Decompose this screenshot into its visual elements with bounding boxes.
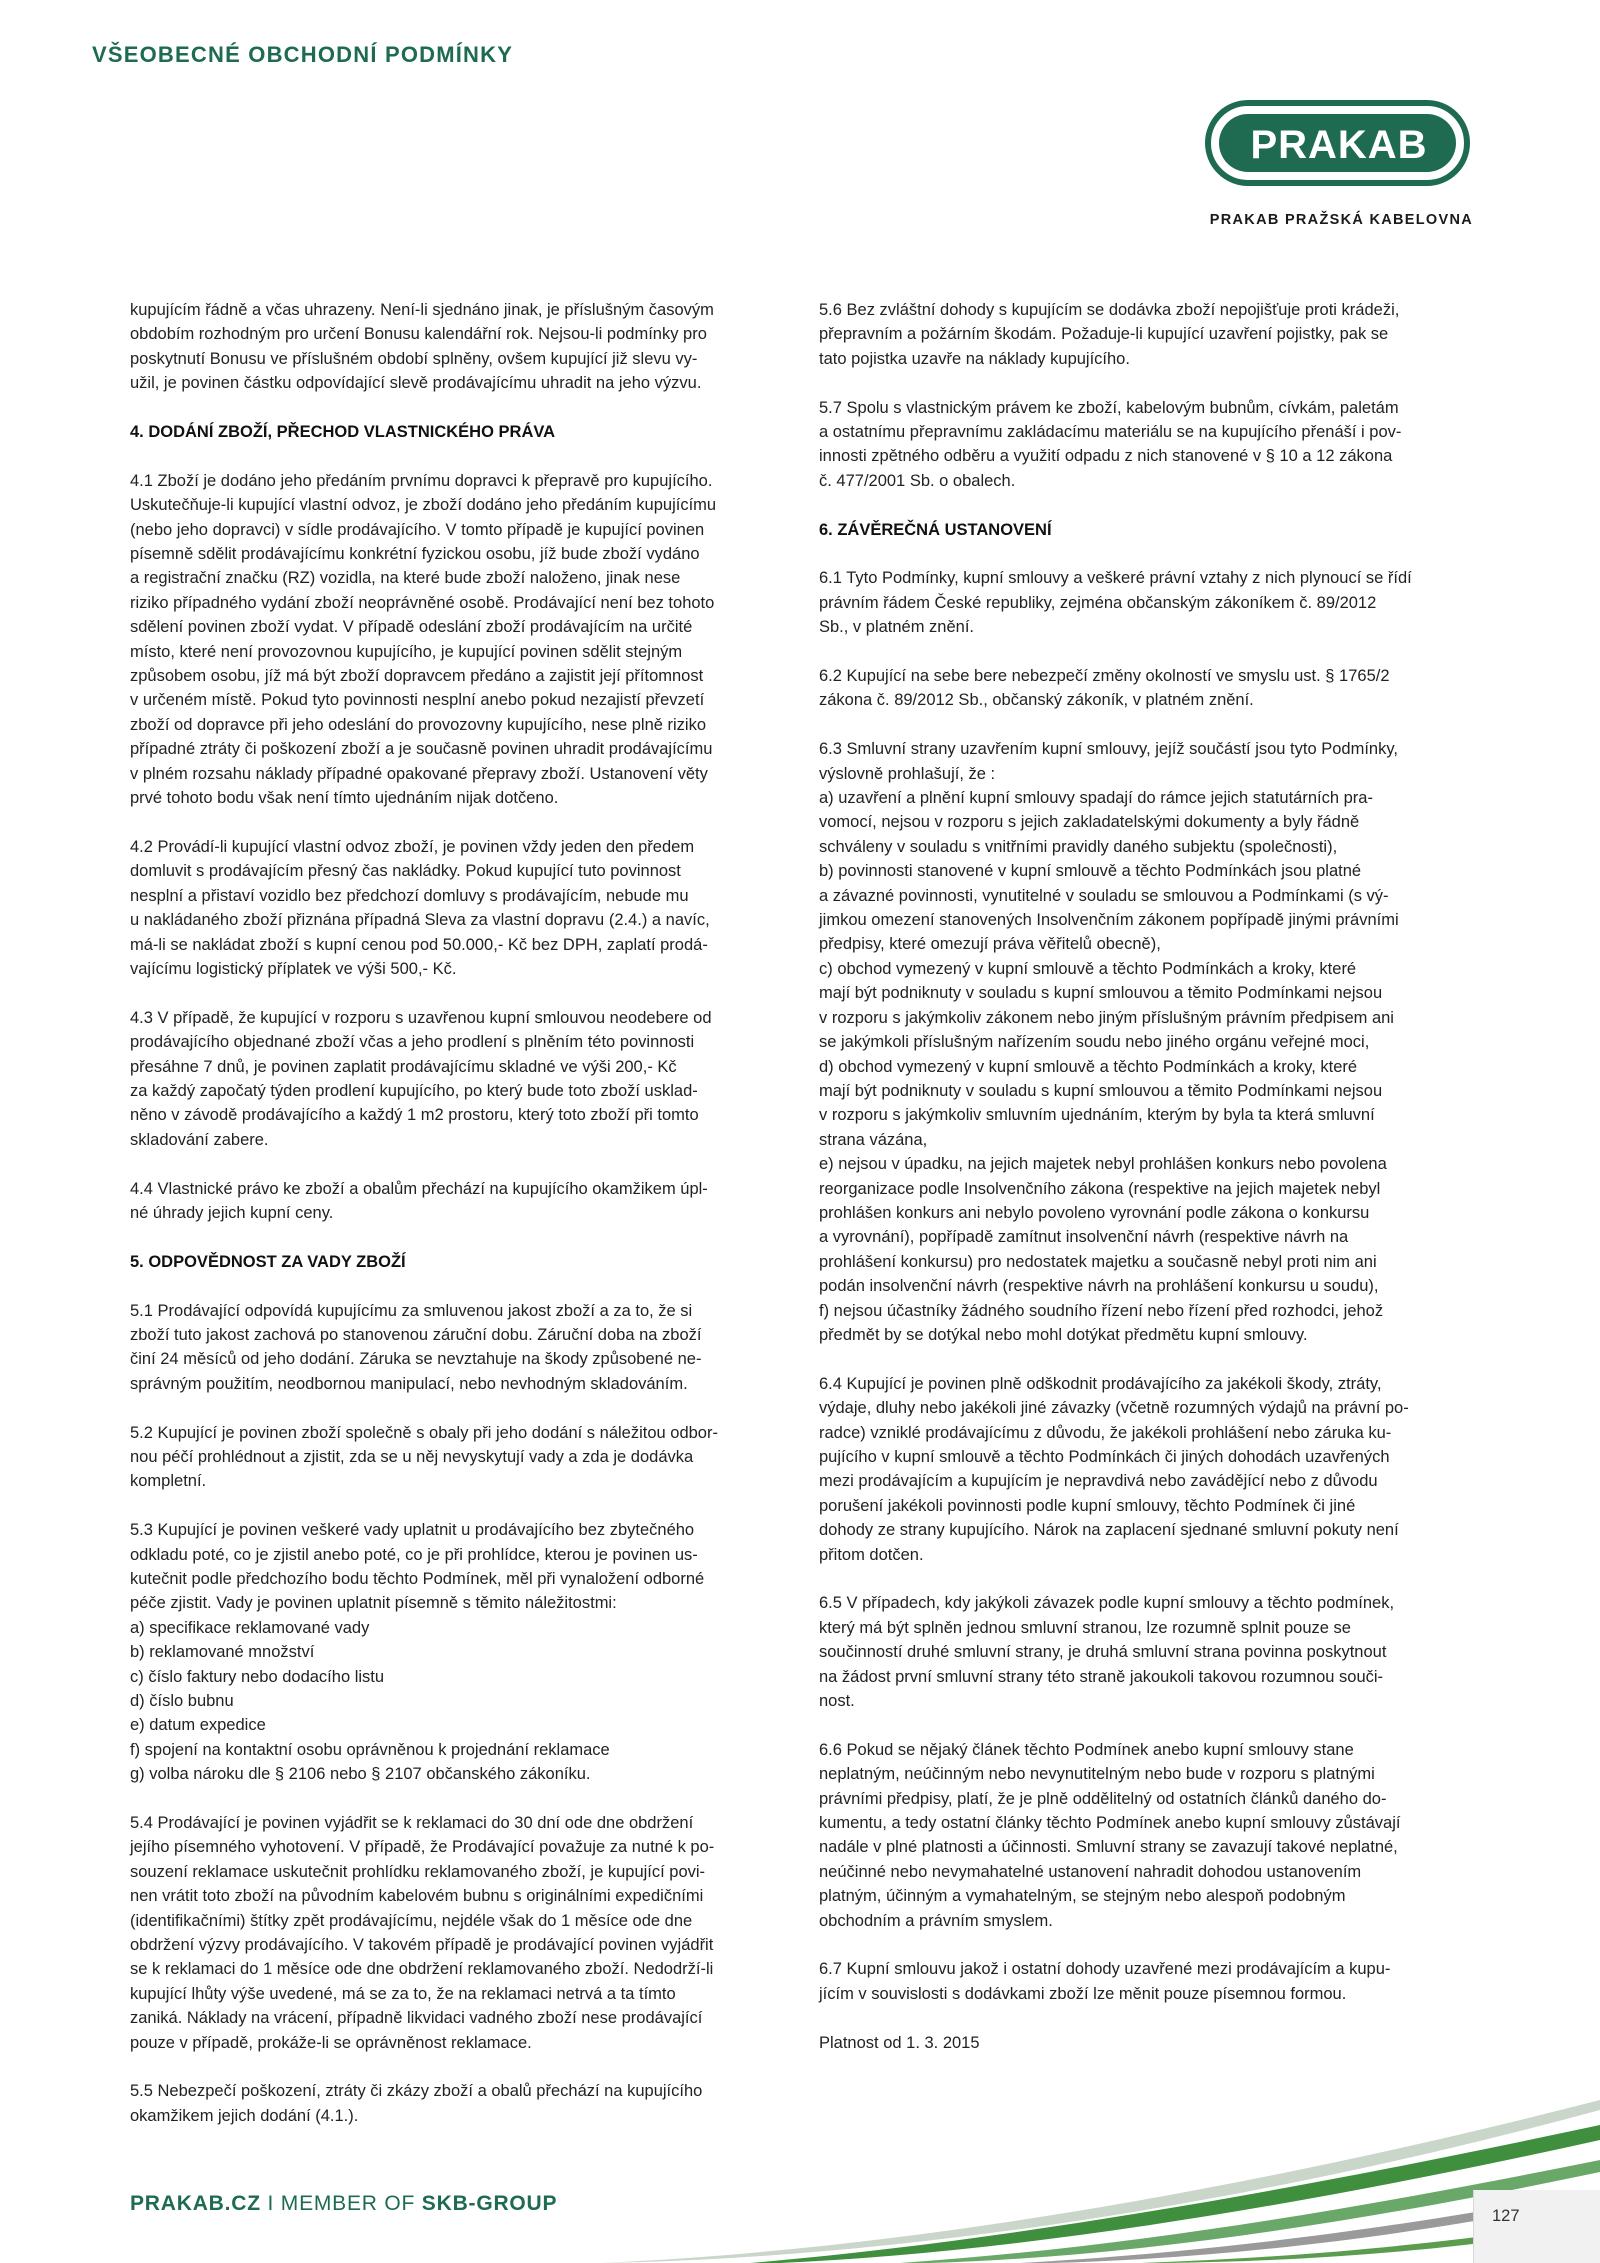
- logo-wordmark: PRAKAB: [1250, 123, 1428, 167]
- paragraph: 6.1 Tyto Podmínky, kupní smlouvy a veškeré právní vztahy z nich plynoucí se řídí právním řádem České republiky, zejména občanským zákoníkem č. 89/2012 Sb., v platném znění.: [819, 569, 1412, 637]
- section-heading: 5. ODPOVĚDNOST ZA VADY ZBOŽÍ: [130, 1252, 406, 1271]
- paragraph: 5.5 Nebezpečí poškození, ztráty či zkázy zboží a obalů přechází na kupujícího okamžikem jejich dodání (4.1.).: [130, 2082, 703, 2125]
- paragraph: 6.6 Pokud se nějaký článek těchto Podmínek anebo kupní smlouvy stane neplatným, neúčinným nebo nevynutitelným nebo bude v rozporu s platnými právními předpisy, platí, že je plně oddělitelný od ostatních článků daného do- kumentu, a tedy ostatní články těchto Podmínek anebo kupní smlouvy zůstávají nadále v plné platnosti a účinnosti. Smluvní strany se zavazují takové neplatné, neúčinné nebo nevymahatelné ustanovení nahradit dohodou ustanovením platným, účinným a vymahatelným, se stejným nebo alespoň podobným obchodním a právním smyslem.: [819, 1740, 1401, 1930]
- logo-tagline: PRAKAB PRAŽSKÁ KABELOVNA: [1209, 212, 1473, 228]
- right-text-column: [819, 298, 1462, 2079]
- paragraph: 4.4 Vlastnické právo ke zboží a obalům přechází na kupujícího okamžikem úpl- né úhrady jejich kupní ceny.: [130, 1179, 708, 1222]
- decorative-swoosh: [600, 2080, 1600, 2263]
- footer-link[interactable]: [130, 2192, 557, 2216]
- paragraph: 5.3 Kupující je povinen veškeré vady uplatnit u prodávajícího bez zbytečného odkladu poté, co je zjistil anebo poté, co je při prohlídce, kterou je povinen us- kutečnit podle předchozího bodu těchto Podmínek, měl při vynaložení odborné péče zjistit. Vady je povinen uplatnit písemně s těmito náležitostmi: a) specifikace reklamované vady b) reklamované množství c) číslo faktury nebo dodacího listu d) číslo bubnu e) datum expedice f) spojení na kontaktní osobu oprávněnou k projednání reklamace g) volba nároku dle § 2106 nebo § 2107 občanského zákoníku.: [130, 1521, 705, 1784]
- paragraph: kupujícím řádně a včas uhrazeny. Není-li sjednáno jinak, je příslušným časovým obdobím rozhodným pro určení Bonusu kalendářní rok. Nejsou-li podmínky pro poskytnutí Bonusu ve příslušném období splněny, ovšem kupující již slevu vy- užil, je povinen částku odpovídající slevě prodávajícímu uhradit na jeho výzvu.: [130, 301, 714, 393]
- prakab-logo: [1205, 100, 1470, 186]
- paragraph: 6.3 Smluvní strany uzavřením kupní smlouvy, jejíž součástí jsou tyto Podmínky, výslovně prohlašují, že : a) uzavření a plnění kupní smlouvy spadají do rámce jejich statutárních pra- vomocí, nejsou v rozporu s jejich zakladatelskými dokumenty a byly řádně schváleny v souladu s vnitřními pravidly daného subjektu (společnosti), b) povinnosti stanovené v kupní smlouvě a těchto Podmínkách jsou platné a závazné povinnosti, vynutitelné v souladu se smlouvou a Podmínkami (s vý- jimkou omezení stanovených Insolvenčním zákonem popřípadě jinými právními předpisy, které omezují práva věřitelů obecně), c) obchod vymezený v kupní smlouvě a těchto Podmínkách a kroky, které mají být podniknuty v souladu s kupní smlouvou a těmito Podmínkami nejsou v rozporu s jakýmkoliv zákonem nebo jiným příslušným právním předpisem ani se jakýmkoli příslušným nařízením soudu nebo jiného orgánu veřejné moci, d) obchod vymezený v kupní smlouvě a těchto Podmínkách a kroky, které mají být podniknuty v souladu s kupní smlouvou a těmito Podmínkami nejsou v rozporu s jakýmkoliv smluvním ujednáním, kterým by byla ta která smluvní strana vázána, e) nejsou v úpadku, na jejich majetek nebyl prohlášen konkurs nebo povolena reorganizace podle Insolvenčního zákona (respektive na jejich majetek nebyl prohlášen konkurs ani nebylo povoleno vyrovnání podle zákona o konkursu a vyrovnání), popřípadě zamítnut insolvenční návrh (respektive návrh na prohlášení konkursu) pro nedostatek majetku a současně nebyl proti nim ani podán insolvenční návrh (respektive návrh na prohlášení konkursu u soudu), f) nejsou účastníky žádného soudního řízení nebo řízení před rozhodci, jehož předmět by se dotýkal nebo mohl dotýkat předmětu kupní smlouvy.: [819, 740, 1399, 1344]
- footer-separator: I MEMBER OF: [260, 2192, 422, 2215]
- paragraph: 5.7 Spolu s vlastnickým právem ke zboží, kabelovým bubnům, cívkám, paletám a ostatnímu přepravnímu zakládacímu materiálu se na kupujícího přenáší i pov- innosti zpětného odběru a využití odpadu z nich stanovené v § 10 a 12 zákona č. 477/2001 Sb. o obalech.: [819, 398, 1402, 490]
- paragraph: 6.2 Kupující na sebe bere nebezpečí změny okolností ve smyslu ust. § 1765/2 zákona č. 89/2012 Sb., občanský zákoník, v platném znění.: [819, 667, 1390, 710]
- section-heading: 6. ZÁVĚREČNÁ USTANOVENÍ: [819, 520, 1052, 539]
- paragraph: 6.4 Kupující je povinen plně odškodnit prodávajícího za jakékoli škody, ztráty, výdaje, dluhy nebo jakékoli jiné závazky (včetně rozumných výdajů na právní po- radce) vzniklé prodávajícímu z důvodu, že jakékoli prohlášení nebo záruka ku- pujícího v kupní smlouvě a těchto Podmínkách či jiných dohodách uzavřených mezi prodávajícím a kupujícím je nepravdivá nebo zavádějící nebo z důvodu porušení jakékoli povinnosti podle kupní smlouvy, těchto Podmínek či jiné dohody ze strany kupujícího. Nárok na zaplacení sjednané smluvní pokuty není přitom dotčen.: [819, 1374, 1409, 1564]
- left-text-column: [130, 298, 773, 2153]
- footer-group: SKB-GROUP: [421, 2192, 558, 2215]
- paragraph: 6.7 Kupní smlouvu jakož i ostatní dohody uzavřené mezi prodávajícím a kupu- jícím v souvislosti s dodávkami zboží lze měnit pouze písemnou formou.: [819, 1960, 1391, 2003]
- paragraph: 5.2 Kupující je povinen zboží společně s obaly při jeho dodání s náležitou odbor- nou péčí prohlédnout a zjistit, zda se u něj nevyskytují vady a zda je dodávka kompletní.: [130, 1423, 718, 1491]
- paragraph: 4.2 Provádí-li kupující vlastní odvoz zboží, je povinen vždy jeden den předem domluvit s prodávajícím přesný čas nakládky. Pokud kupující tuto povinnost nesplní a přistaví vozidlo bez předchozí domluvy s prodávajícím, nebude mu u nakládaného zboží přiznána případná Sleva za vlastní dopravu (2.4.) a navíc, má-li se nakládat zboží s kupní cenou pod 50.000,- Kč bez DPH, zaplatí prodá- vajícímu logistický příplatek ve výši 500,- Kč.: [130, 837, 710, 978]
- paragraph: 5.1 Prodávající odpovídá kupujícímu za smluvenou jakost zboží a za to, že si zboží tuto jakost zachová po stanovenou záruční dobu. Záruční doba na zboží činí 24 měsíců od jeho dodání. Záruka se nevztahuje na škody způsobené ne- správným použitím, neodbornou manipulací, nebo nevhodným skladováním.: [130, 1301, 702, 1393]
- paragraph: Platnost od 1. 3. 2015: [819, 2033, 980, 2052]
- document-title: VŠEOBECNÉ OBCHODNÍ PODMÍNKY: [92, 42, 514, 67]
- page-number: 127: [1492, 2207, 1520, 2225]
- paragraph: 5.6 Bez zvláštní dohody s kupujícím se dodávka zboží nepojišťuje proti krádeži, přepravním a požárním škodám. Požaduje-li kupující uzavření pojistky, pak se tato pojistka uzavře na náklady kupujícího.: [819, 301, 1400, 368]
- paragraph: 4.1 Zboží je dodáno jeho předáním prvnímu dopravci k přepravě pro kupujícího. Uskutečňuje-li kupující vlastní odvoz, je zboží dodáno jeho předáním kupujícímu (nebo jeho dopravci) v sídle prodávajícího. V tomto případě je kupující povinen písemně sdělit prodávajícímu konkrétní fyzickou osobu, jíž bude zboží vydáno a registrační značku (RZ) vozidla, na které bude zboží naloženo, jinak nese riziko případného vydání zboží neoprávněné osobě. Prodávající není bez tohoto sdělení povinen zboží vydat. V případě odeslání zboží prodávajícím na určité místo, které není provozovnou kupujícího, je kupující povinen sdělit stejným způsobem osobu, jíž má být zboží dopravcem předáno a zajistit její přítomnost v určeném místě. Pokud tyto povinnosti nesplní anebo pokud nezajistí převzetí zboží od dopravce při jeho odeslání do provozovny kupujícího, nese plně riziko případné ztráty či poškození zboží a je současně povinen uhradit prodávajícímu v plném rozsahu náklady případné opakované přepravy zboží. Ustanovení věty prvé tohoto bodu však není tímto ujednáním nijak dotčeno.: [130, 471, 717, 808]
- paragraph: 6.5 V případech, kdy jakýkoli závazek podle kupní smlouvy a těchto podmínek, který má být splněn jednou smluvní stranou, lze rozumně splnit pouze se součinností druhé smluvní strany, je druhá smluvní strana povinna poskytnout na žádost první smluvní strany této straně jakoukoli takovou rozumnou souči- nost.: [819, 1594, 1395, 1711]
- section-heading: 4. DODÁNÍ ZBOŽÍ, PŘECHOD VLASTNICKÉHO PRÁVA: [130, 423, 556, 442]
- paragraph: 4.3 V případě, že kupující v rozporu s uzavřenou kupní smlouvou neodebere od prodávajícího objednané zboží včas a jeho prodlení s plněním této povinnosti přesáhne 7 dnů, je povinen zaplatit prodávajícímu skladné ve výši 200,- Kč za každý započatý týden prodlení kupujícího, po který bude toto zboží usklad- něno v závodě prodávajícího a každý 1 m2 prostoru, který toto zboží při tomto skladování zabere.: [130, 1008, 712, 1149]
- paragraph: 5.4 Prodávající je povinen vyjádřit se k reklamaci do 30 dní ode dne obdržení jejího písemného vyhotovení. V případě, že Prodávající považuje za nutné k po- souzení reklamace uskutečnit prohlídku reklamovaného zboží, je kupující povi- nen vrátit toto zboží na původním kabelovém bubnu s originálními expedičními (identifikačními) štítky zpět prodávajícímu, nejdéle však do 1 měsíce ode dne obdržení výzvy prodávajícího. V takovém případě je prodávající povinen vyjádřit se k reklamaci do 1 měsíce ode dne obdržení reklamovaného zboží. Nedodrží-li kupující lhůty výše uvedené, má se za to, že na reklamaci netrvá a ta tímto zaniká. Náklady na vrácení, případně likvidaci vadného zboží nese prodávající pouze v případě, prokáže-li se oprávněnost reklamace.: [130, 1814, 715, 2052]
- footer-site: PRAKAB.CZ: [130, 2192, 261, 2215]
- footer-page-tab: [1473, 2190, 1600, 2263]
